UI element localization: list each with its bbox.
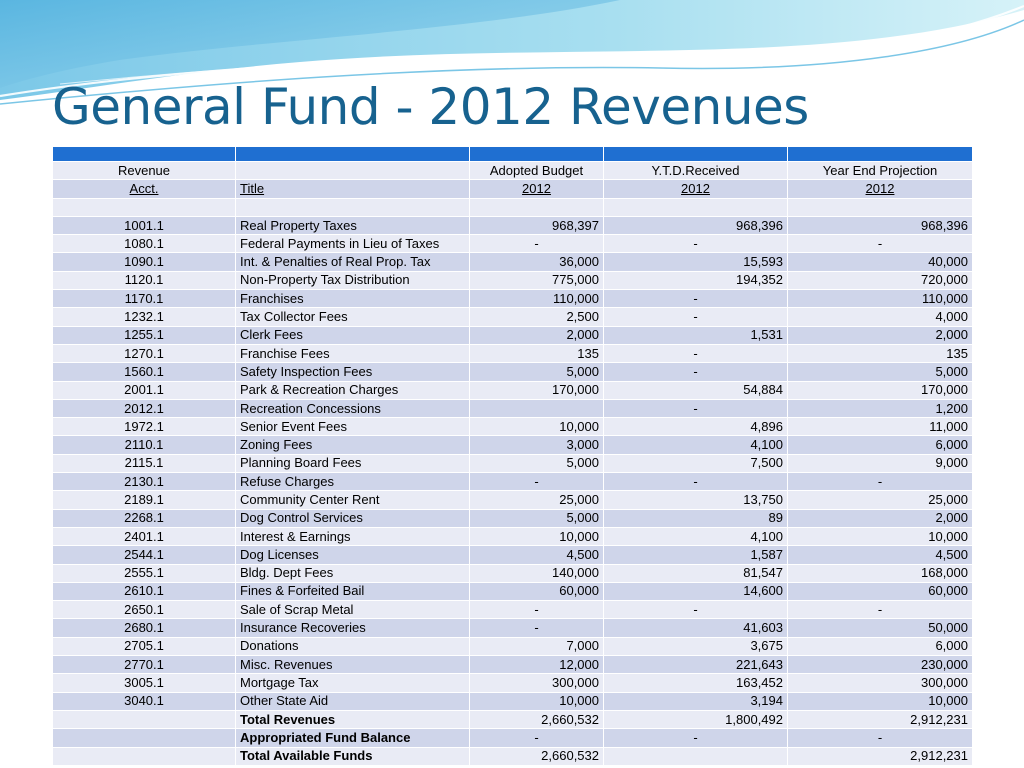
title-cell: Dog Licenses xyxy=(236,546,470,564)
adopted-cell: 140,000 xyxy=(470,564,604,582)
projection-cell: 300,000 xyxy=(788,674,973,692)
revenue-table xyxy=(52,146,973,766)
acct-cell: 3005.1 xyxy=(53,674,236,692)
projection-cell: 25,000 xyxy=(788,491,973,509)
total-title-cell: Appropriated Fund Balance xyxy=(236,729,470,747)
total-ytd-cell: 1,800,492 xyxy=(604,710,788,728)
header-adopted-budget: Adopted Budget xyxy=(470,162,604,180)
adopted-cell: 12,000 xyxy=(470,656,604,674)
adopted-cell: 10,000 xyxy=(470,418,604,436)
projection-cell: 11,000 xyxy=(788,418,973,436)
table-row xyxy=(53,454,973,472)
title-cell: Donations xyxy=(236,637,470,655)
table-row xyxy=(53,582,973,600)
total-projection-cell: 2,912,231 xyxy=(788,710,973,728)
adopted-cell: 968,397 xyxy=(470,216,604,234)
total-acct-cell xyxy=(53,747,236,765)
projection-cell: 10,000 xyxy=(788,692,973,710)
projection-cell: - xyxy=(788,473,973,491)
ytd-cell: 81,547 xyxy=(604,564,788,582)
table-spacer-row xyxy=(53,198,973,216)
title-cell: Tax Collector Fees xyxy=(236,308,470,326)
title-cell: Senior Event Fees xyxy=(236,418,470,436)
acct-cell: 1001.1 xyxy=(53,216,236,234)
projection-cell: 9,000 xyxy=(788,454,973,472)
adopted-cell: 4,500 xyxy=(470,546,604,564)
adopted-cell: 3,000 xyxy=(470,436,604,454)
projection-cell: 110,000 xyxy=(788,290,973,308)
acct-cell: 1232.1 xyxy=(53,308,236,326)
table-row xyxy=(53,637,973,655)
header-adopted-year: 2012 xyxy=(470,180,604,198)
title-cell: Interest & Earnings xyxy=(236,527,470,545)
adopted-cell xyxy=(470,399,604,417)
ytd-cell: - xyxy=(604,473,788,491)
ytd-cell: - xyxy=(604,308,788,326)
projection-cell: 135 xyxy=(788,344,973,362)
header-revenue: Revenue xyxy=(53,162,236,180)
table-total-row xyxy=(53,710,973,728)
adopted-cell: 2,500 xyxy=(470,308,604,326)
ytd-cell: 54,884 xyxy=(604,381,788,399)
acct-cell: 1170.1 xyxy=(53,290,236,308)
adopted-cell: 5,000 xyxy=(470,363,604,381)
adopted-cell: 25,000 xyxy=(470,491,604,509)
ytd-cell: 3,675 xyxy=(604,637,788,655)
table-row xyxy=(53,491,973,509)
ytd-cell: 1,531 xyxy=(604,326,788,344)
total-title-cell: Total Available Funds xyxy=(236,747,470,765)
table-header-bar xyxy=(53,147,973,162)
ytd-cell: 1,587 xyxy=(604,546,788,564)
acct-cell: 2268.1 xyxy=(53,509,236,527)
acct-cell: 2555.1 xyxy=(53,564,236,582)
slide-title: General Fund - 2012 Revenues xyxy=(52,78,809,136)
table-total-row xyxy=(53,729,973,747)
projection-cell: 5,000 xyxy=(788,363,973,381)
table-header-row-2 xyxy=(53,180,973,198)
table-row xyxy=(53,363,973,381)
title-cell: Zoning Fees xyxy=(236,436,470,454)
adopted-cell: 5,000 xyxy=(470,509,604,527)
adopted-cell: 7,000 xyxy=(470,637,604,655)
title-cell: Non-Property Tax Distribution xyxy=(236,271,470,289)
acct-cell: 1255.1 xyxy=(53,326,236,344)
table-row xyxy=(53,564,973,582)
table-row xyxy=(53,674,973,692)
adopted-cell: - xyxy=(470,473,604,491)
projection-cell: 10,000 xyxy=(788,527,973,545)
table-total-row xyxy=(53,747,973,765)
ytd-cell: 14,600 xyxy=(604,582,788,600)
ytd-cell: 7,500 xyxy=(604,454,788,472)
title-cell: Misc. Revenues xyxy=(236,656,470,674)
adopted-cell: 36,000 xyxy=(470,253,604,271)
table-row xyxy=(53,344,973,362)
acct-cell: 1270.1 xyxy=(53,344,236,362)
ytd-cell: 221,643 xyxy=(604,656,788,674)
table-row xyxy=(53,509,973,527)
title-cell: Safety Inspection Fees xyxy=(236,363,470,381)
projection-cell: 1,200 xyxy=(788,399,973,417)
acct-cell: 1560.1 xyxy=(53,363,236,381)
title-cell: Other State Aid xyxy=(236,692,470,710)
ytd-cell: 4,896 xyxy=(604,418,788,436)
ytd-cell: 4,100 xyxy=(604,436,788,454)
total-title-cell: Total Revenues xyxy=(236,710,470,728)
projection-cell: 6,000 xyxy=(788,637,973,655)
title-cell: Federal Payments in Lieu of Taxes xyxy=(236,235,470,253)
ytd-cell: 15,593 xyxy=(604,253,788,271)
ytd-cell: 41,603 xyxy=(604,619,788,637)
title-cell: Real Property Taxes xyxy=(236,216,470,234)
acct-cell: 2130.1 xyxy=(53,473,236,491)
acct-cell: 2110.1 xyxy=(53,436,236,454)
adopted-cell: - xyxy=(470,619,604,637)
title-cell: Bldg. Dept Fees xyxy=(236,564,470,582)
ytd-cell: - xyxy=(604,601,788,619)
ytd-cell: 163,452 xyxy=(604,674,788,692)
projection-cell: 168,000 xyxy=(788,564,973,582)
header-title: Title xyxy=(236,180,470,198)
table-row xyxy=(53,601,973,619)
ytd-cell: 3,194 xyxy=(604,692,788,710)
total-acct-cell xyxy=(53,729,236,747)
table-row xyxy=(53,692,973,710)
table-row xyxy=(53,216,973,234)
projection-cell: 4,500 xyxy=(788,546,973,564)
projection-cell: 2,000 xyxy=(788,326,973,344)
acct-cell: 2401.1 xyxy=(53,527,236,545)
projection-cell: 40,000 xyxy=(788,253,973,271)
header-projection-year: 2012 xyxy=(788,180,973,198)
total-projection-cell: 2,912,231 xyxy=(788,747,973,765)
projection-cell: 6,000 xyxy=(788,436,973,454)
table-row xyxy=(53,546,973,564)
acct-cell: 2650.1 xyxy=(53,601,236,619)
title-cell: Sale of Scrap Metal xyxy=(236,601,470,619)
table-row xyxy=(53,399,973,417)
ytd-cell: - xyxy=(604,363,788,381)
table-row xyxy=(53,308,973,326)
adopted-cell: 2,000 xyxy=(470,326,604,344)
adopted-cell: 10,000 xyxy=(470,527,604,545)
title-cell: Franchise Fees xyxy=(236,344,470,362)
projection-cell: - xyxy=(788,235,973,253)
title-cell: Clerk Fees xyxy=(236,326,470,344)
title-cell: Franchises xyxy=(236,290,470,308)
ytd-cell: - xyxy=(604,344,788,362)
acct-cell: 1080.1 xyxy=(53,235,236,253)
title-cell: Planning Board Fees xyxy=(236,454,470,472)
table-row xyxy=(53,418,973,436)
total-ytd-cell: - xyxy=(604,729,788,747)
acct-cell: 1090.1 xyxy=(53,253,236,271)
projection-cell: 170,000 xyxy=(788,381,973,399)
ytd-cell: 89 xyxy=(604,509,788,527)
title-cell: Park & Recreation Charges xyxy=(236,381,470,399)
table-header-row-1 xyxy=(53,162,973,180)
acct-cell: 2770.1 xyxy=(53,656,236,674)
acct-cell: 2544.1 xyxy=(53,546,236,564)
ytd-cell: 194,352 xyxy=(604,271,788,289)
table-row xyxy=(53,271,973,289)
ytd-cell: - xyxy=(604,235,788,253)
table-row xyxy=(53,527,973,545)
acct-cell: 2189.1 xyxy=(53,491,236,509)
acct-cell: 2610.1 xyxy=(53,582,236,600)
total-acct-cell xyxy=(53,710,236,728)
title-cell: Fines & Forfeited Bail xyxy=(236,582,470,600)
ytd-cell: 968,396 xyxy=(604,216,788,234)
table-row xyxy=(53,656,973,674)
adopted-cell: - xyxy=(470,601,604,619)
table-row xyxy=(53,235,973,253)
ytd-cell: - xyxy=(604,399,788,417)
table-row xyxy=(53,473,973,491)
table-row xyxy=(53,326,973,344)
adopted-cell: 775,000 xyxy=(470,271,604,289)
projection-cell: 968,396 xyxy=(788,216,973,234)
total-adopted-cell: 2,660,532 xyxy=(470,747,604,765)
total-ytd-cell xyxy=(604,747,788,765)
ytd-cell: 13,750 xyxy=(604,491,788,509)
projection-cell: 60,000 xyxy=(788,582,973,600)
adopted-cell: 135 xyxy=(470,344,604,362)
acct-cell: 1972.1 xyxy=(53,418,236,436)
ytd-cell: - xyxy=(604,290,788,308)
projection-cell: 2,000 xyxy=(788,509,973,527)
total-projection-cell: - xyxy=(788,729,973,747)
acct-cell: 2001.1 xyxy=(53,381,236,399)
table-row xyxy=(53,619,973,637)
table-row xyxy=(53,253,973,271)
table-row xyxy=(53,381,973,399)
adopted-cell: 10,000 xyxy=(470,692,604,710)
title-cell: Mortgage Tax xyxy=(236,674,470,692)
adopted-cell: 5,000 xyxy=(470,454,604,472)
header-year-end-projection: Year End Projection xyxy=(788,162,973,180)
adopted-cell: 60,000 xyxy=(470,582,604,600)
total-adopted-cell: - xyxy=(470,729,604,747)
projection-cell: - xyxy=(788,601,973,619)
adopted-cell: 110,000 xyxy=(470,290,604,308)
table-row xyxy=(53,290,973,308)
acct-cell: 2115.1 xyxy=(53,454,236,472)
table-row xyxy=(53,436,973,454)
ytd-cell: 4,100 xyxy=(604,527,788,545)
adopted-cell: - xyxy=(470,235,604,253)
total-adopted-cell: 2,660,532 xyxy=(470,710,604,728)
acct-cell: 2680.1 xyxy=(53,619,236,637)
header-ytd-year: 2012 xyxy=(604,180,788,198)
projection-cell: 720,000 xyxy=(788,271,973,289)
acct-cell: 3040.1 xyxy=(53,692,236,710)
projection-cell: 4,000 xyxy=(788,308,973,326)
title-cell: Dog Control Services xyxy=(236,509,470,527)
acct-cell: 2012.1 xyxy=(53,399,236,417)
projection-cell: 50,000 xyxy=(788,619,973,637)
title-cell: Recreation Concessions xyxy=(236,399,470,417)
title-cell: Insurance Recoveries xyxy=(236,619,470,637)
title-cell: Int. & Penalties of Real Prop. Tax xyxy=(236,253,470,271)
acct-cell: 2705.1 xyxy=(53,637,236,655)
header-acct: Acct. xyxy=(53,180,236,198)
adopted-cell: 300,000 xyxy=(470,674,604,692)
projection-cell: 230,000 xyxy=(788,656,973,674)
acct-cell: 1120.1 xyxy=(53,271,236,289)
header-ytd-received: Y.T.D.Received xyxy=(604,162,788,180)
title-cell: Refuse Charges xyxy=(236,473,470,491)
adopted-cell: 170,000 xyxy=(470,381,604,399)
title-cell: Community Center Rent xyxy=(236,491,470,509)
